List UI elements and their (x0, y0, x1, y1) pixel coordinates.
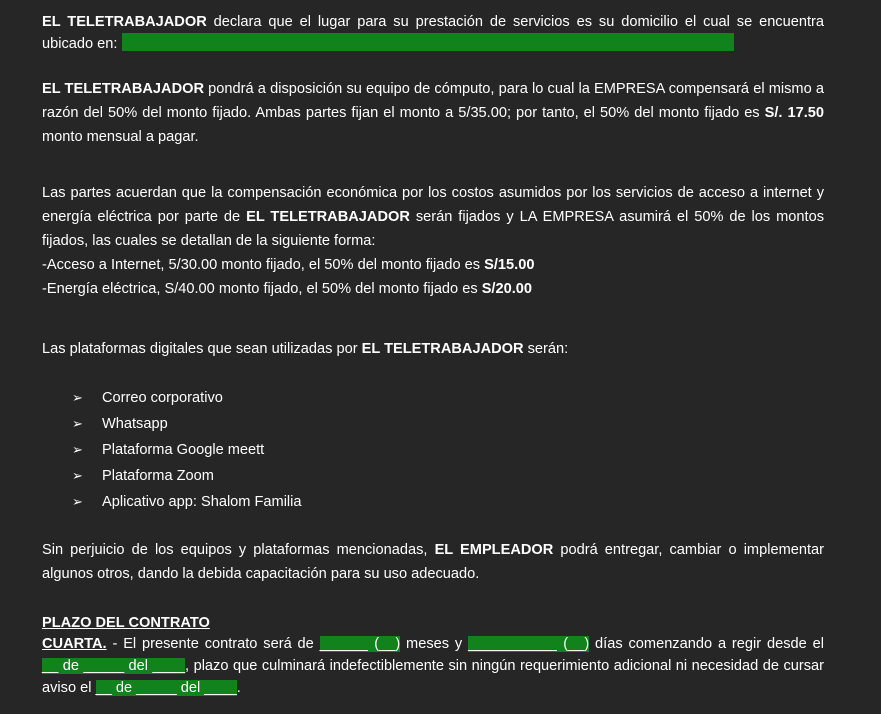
party-name: EL EMPLEADOR (434, 542, 554, 558)
energy-line: -Energía eléctrica, S/40.00 monto fijado, el 50% del monto fijado es (42, 281, 482, 297)
list-item: ➢ Aplicativo app: Shalom Familia (72, 489, 302, 515)
arrow-bullet-icon: ➢ (72, 416, 83, 431)
arrow-bullet-icon: ➢ (72, 442, 83, 457)
list-item: ➢ Plataforma Zoom (72, 463, 302, 489)
list-item: ➢ Plataforma Google meett (72, 437, 302, 463)
party-name: EL TELETRABAJADOR (246, 209, 410, 225)
end-date-field[interactable]: __ de _____ del ____ (95, 680, 237, 696)
party-name: EL TELETRABAJADOR (361, 341, 524, 357)
clause-label: CUARTA. (42, 636, 107, 652)
arrow-bullet-icon: ➢ (72, 468, 83, 483)
address-field[interactable] (122, 33, 734, 51)
equipment-change-paragraph: Sin perjuicio de los equipos y plataformas mencionadas, EL EMPLEADOR podrá entregar, cambiar o implementar algunos otros, dando la debida capacitación para su uso adecuado. (42, 542, 824, 582)
days-paren-field[interactable]: (__) (557, 636, 590, 652)
platforms-intro: Las plataformas digitales que sean utilizadas por EL TELETRABAJADOR serán: (42, 341, 569, 357)
arrow-bullet-icon: ➢ (72, 390, 83, 405)
domicile-paragraph: EL TELETRABAJADOR declara que el lugar para su prestación de servicios es su domicilio el cual se encuentra ubicado en: (42, 14, 824, 52)
equipment-amount: S/. 17.50 (764, 105, 824, 121)
internet-line: -Acceso a Internet, 5/30.00 monto fijado, el 50% del monto fijado es (42, 257, 485, 273)
internet-amount: S/15.00 (484, 257, 535, 273)
arrow-bullet-icon: ➢ (72, 494, 83, 509)
months-paren-field[interactable]: (__) (368, 636, 401, 652)
party-name: EL TELETRABAJADOR (42, 81, 205, 97)
days-number-field[interactable]: ___________ (468, 636, 558, 652)
list-item: ➢ Whatsapp (72, 411, 302, 437)
term-heading: PLAZO DEL CONTRATO (42, 615, 210, 631)
energy-amount: S/20.00 (481, 281, 532, 297)
compensation-paragraph: Las partes acuerdan que la compensación económica por los costos asumidos por los servicios de acceso a internet y energía eléctrica por parte de EL TELETRABAJADOR serán fijados y LA EMPRESA asumirá el 50% de los montos fijados, las cuales se detallan de la siguiente forma: -Acceso a Internet, 5/30.00 monto fijado, el 50% del monto fijado es S/15.00 -Energía eléctrica, S/40.00 monto fijado, el 50% del monto fijado es S/20.00 (42, 185, 824, 297)
months-number-field[interactable]: ______ (319, 636, 369, 652)
list-item: ➢ Correo corporativo (72, 385, 302, 411)
party-name: EL TELETRABAJADOR (42, 14, 207, 30)
equipment-paragraph: EL TELETRABAJADOR pondrá a disposición su equipo de cómputo, para lo cual la EMPRESA compensará el mismo a razón del 50% del monto fijado. Ambas partes fijan el monto a 5/35.00; por tanto, el 50% del monto fijado es S/. 17.50 monto mensual a pagar. (42, 81, 824, 145)
platform-list (72, 385, 302, 515)
term-clause: CUARTA. - El presente contrato será de ______ (__) meses y ___________ (__) días comenzando a regir desde el __ de _____ del ____, plazo que culminará indefectiblemente sin ningún requerimiento adicional ni necesidad de cursar aviso el __ de _____ del ____. (42, 636, 824, 696)
start-date-field[interactable]: __ de _____ del ____ (42, 658, 186, 674)
